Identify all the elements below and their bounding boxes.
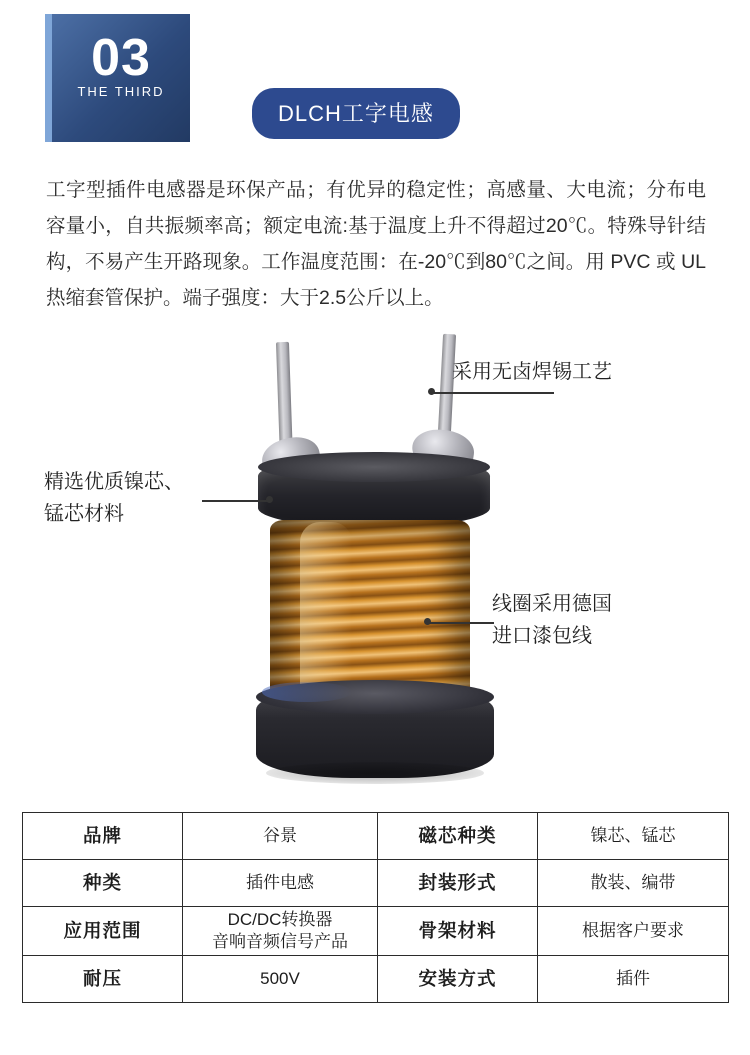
spec-label-bobbin-material: 骨架材料 (378, 907, 538, 956)
spec-value-application (183, 907, 378, 956)
callout-dot-1 (428, 388, 435, 395)
callout-coil-wire-line1: 线圈采用德国 (492, 593, 612, 615)
table-row (23, 956, 729, 1003)
product-shadow (266, 762, 484, 784)
spec-label-category: 种类 (23, 860, 183, 907)
table-row (23, 813, 729, 860)
spec-value-application-line1: DC/DC转换器 (227, 910, 333, 929)
callout-line-3 (428, 622, 494, 624)
callout-core-material (44, 466, 184, 530)
section-number: 03 (91, 29, 151, 87)
spec-value-bobbin-material: 根据客户要求 (538, 907, 729, 956)
spec-label-mounting: 安装方式 (378, 956, 538, 1003)
callout-dot-3 (424, 618, 431, 625)
spec-value-package: 散装、编带 (538, 860, 729, 907)
spec-label-core-type: 磁芯种类 (378, 813, 538, 860)
specification-table (22, 812, 729, 1003)
section-subtitle: THE THIRD (77, 84, 165, 99)
table-row (23, 907, 729, 956)
callout-coil-wire (492, 588, 612, 652)
spec-label-withstand-voltage: 耐压 (23, 956, 183, 1003)
spec-value-core-type: 镍芯、锰芯 (538, 813, 729, 860)
callout-core-material-line2: 锰芯材料 (44, 503, 124, 525)
spec-label-package: 封装形式 (378, 860, 538, 907)
table-row (23, 860, 729, 907)
callout-coil-wire-line2: 进口漆包线 (492, 625, 592, 647)
product-description: 工字型插件电感器是环保产品；有优异的稳定性；高感量、大电流；分布电容量小，自共振频率高；额定电流:基于温度上升不得超过20℃。特殊导针结构，不易产生开路现象。工作温度范围：在-20℃到80℃之间。用 PVC 或 UL 热缩套管保护。端子强度：大于2.5公斤以上。 (46, 179, 706, 309)
spec-label-brand: 品牌 (23, 813, 183, 860)
ferrite-core-top-face (258, 452, 490, 482)
spec-value-brand: 谷景 (183, 813, 378, 860)
spec-value-category: 插件电感 (183, 860, 378, 907)
spec-value-application-line2: 音响音频信号产品 (212, 932, 348, 951)
page-header (0, 0, 750, 150)
spec-label-application: 应用范围 (23, 907, 183, 956)
callout-line-2 (202, 500, 270, 502)
product-photo (0, 330, 750, 800)
callout-line-1 (432, 392, 554, 394)
callout-core-material-line1: 精选优质镍芯、 (44, 471, 184, 493)
callout-dot-2 (266, 496, 273, 503)
section-number-badge (45, 14, 190, 142)
page-title: DLCH工字电感 (252, 88, 460, 139)
callout-solder-process: 采用无卤焊锡工艺 (452, 361, 612, 383)
spec-value-withstand-voltage: 500V (183, 956, 378, 1003)
spec-value-mounting: 插件 (538, 956, 729, 1003)
bottom-flange-highlight (262, 682, 352, 702)
